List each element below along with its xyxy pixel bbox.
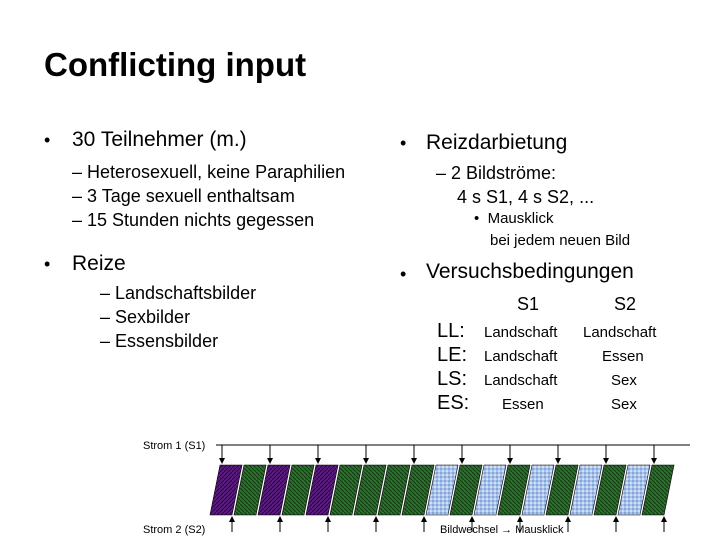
condition-s1: Landschaft [484, 348, 558, 365]
conditions-heading: Versuchsbedingungen [426, 260, 634, 283]
down-arrow-icon [459, 445, 465, 464]
condition-code: LS: [437, 368, 468, 390]
presentation-line-1: – 2 Bildströme: [436, 163, 557, 183]
condition-s1: Essen [502, 396, 544, 413]
switch-label [440, 524, 564, 536]
presentation-line-2: 4 s S1, 4 s S2, ... [457, 187, 595, 207]
image-panels [210, 465, 674, 515]
stimulus-2: – Sexbilder [100, 307, 191, 327]
col-s2-header: S2 [614, 294, 637, 314]
participants-heading: 30 Teilnehmer (m.) [72, 128, 247, 151]
up-arrow-icon [229, 516, 235, 532]
up-arrow-icon [421, 516, 427, 532]
condition-s2: Essen [602, 348, 644, 365]
condition-s2: Sex [611, 372, 637, 389]
condition-s1: Landschaft [484, 372, 558, 389]
participant-detail-3-text: 15 Stunden nichts gegessen [87, 210, 315, 230]
participant-detail-3: – 15 Stunden nichts gegessen [72, 210, 315, 230]
up-arrow-icon [325, 516, 331, 532]
bullet-dot: • [44, 254, 51, 274]
stimulus-1-text: Landschaftsbilder [115, 283, 257, 303]
up-arrow-icon [373, 516, 379, 532]
down-arrow-icon [555, 445, 561, 464]
condition-s1: Landschaft [484, 324, 558, 341]
switch-label-b: Mausklick [515, 524, 564, 536]
participant-detail-2-text: 3 Tage sexuell enthaltsam [87, 186, 295, 206]
down-arrow-icon [315, 445, 321, 464]
bullet-dot: • [400, 133, 407, 153]
up-arrow-icon [661, 516, 667, 532]
stimulus-3-text: Essensbilder [115, 331, 219, 351]
presentation-heading: Reizdarbietung [426, 131, 568, 154]
down-arrow-icon [603, 445, 609, 464]
stimuli-heading: Reize [72, 252, 126, 275]
participant-detail-1: – Heterosexuell, keine Paraphilien [72, 162, 346, 182]
col-s1-header: S1 [517, 294, 540, 314]
stimulus-3: – Essensbilder [100, 331, 219, 351]
bullet-dot: • [44, 130, 51, 150]
down-arrow-icon [363, 445, 369, 464]
down-arrow-icon [507, 445, 513, 464]
up-arrow-icon [565, 516, 571, 532]
bullet-dot: • [400, 264, 407, 284]
stream1-label: Strom 1 (S1) [143, 440, 206, 452]
up-arrow-icon [613, 516, 619, 532]
participant-detail-2: – 3 Tage sexuell enthaltsam [72, 186, 295, 206]
click-line-1-text: Mausklick [487, 210, 554, 227]
stimulus-2-text: Sexbilder [115, 307, 191, 327]
condition-code: LE: [437, 344, 468, 366]
down-arrow-icon [267, 445, 273, 464]
condition-code: ES: [437, 392, 470, 414]
slide-title: Conflicting input [44, 46, 307, 83]
condition-s2: Sex [611, 396, 637, 413]
down-arrow-icon [219, 445, 225, 464]
stimulus-1: – Landschaftsbilder [100, 283, 257, 303]
condition-s2: Landschaft [583, 324, 657, 341]
click-line-1: • Mausklick [474, 210, 554, 227]
arrow-right-icon: → [501, 524, 513, 536]
presentation-line-1-text: 2 Bildströme: [451, 163, 557, 183]
up-arrow-icon [277, 516, 283, 532]
switch-label-a: Bildwechsel [440, 524, 499, 536]
condition-code: LL: [437, 320, 465, 342]
down-arrow-icon [651, 445, 657, 464]
participant-detail-1-text: Heterosexuell, keine Paraphilien [87, 162, 346, 182]
click-line-2: bei jedem neuen Bild [490, 232, 631, 249]
down-arrow-icon [411, 445, 417, 464]
stream2-label: Strom 2 (S2) [143, 524, 206, 536]
